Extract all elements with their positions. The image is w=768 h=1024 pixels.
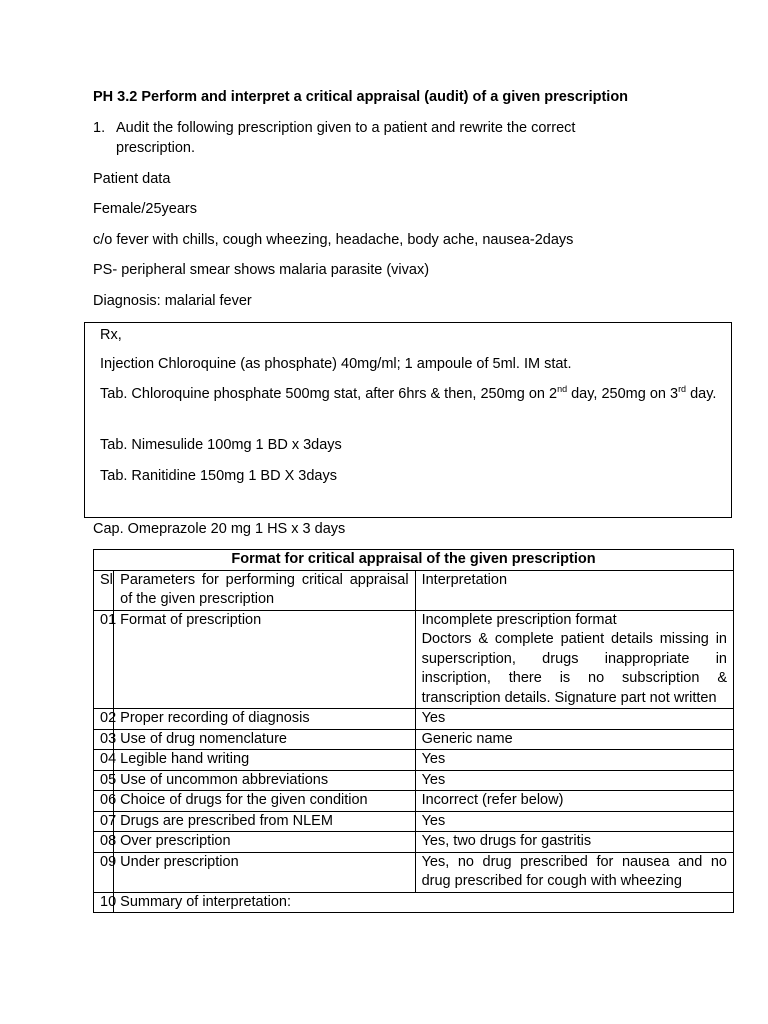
instruction-number: 1. [93, 120, 106, 136]
row-parameter: Under prescription [114, 852, 415, 892]
table-header-row [94, 570, 734, 610]
rx-line-omeprazole: Cap. Omeprazole 20 mg 1 HS x 3 days [93, 521, 346, 537]
instruction-text: Audit the following prescription given to a patient and rewrite the correct prescription. [116, 120, 576, 156]
row-parameter: Format of prescription [114, 610, 415, 709]
table-title: Format for critical appraisal of the given prescription [94, 550, 734, 571]
row-sl: 05 [94, 770, 114, 791]
rx-line-nimesulide: Tab. Nimesulide 100mg 1 BD x 3days [100, 437, 342, 453]
row-sl: 10 [94, 892, 114, 913]
row-sl: 06 [94, 791, 114, 812]
patient-data-heading: Patient data [93, 171, 171, 187]
table-row [94, 791, 734, 812]
rx-line-chloroquine-tablet: Tab. Chloroquine phosphate 500mg stat, after 6hrs & then, 250mg on 2nd day, 250mg on 3rd day. [100, 384, 717, 402]
row-interpretation: Incorrect (refer below) [415, 791, 733, 812]
table-title-row [94, 550, 734, 571]
row-summary: Summary of interpretation: [114, 892, 734, 913]
table-row [94, 852, 734, 892]
row-interpretation: Yes [415, 811, 733, 832]
row-parameter: Drugs are prescribed from NLEM [114, 811, 415, 832]
patient-demographics: Female/25years [93, 201, 197, 217]
row-interpretation: Generic name [415, 729, 733, 750]
row-interpretation: Yes, no drug prescribed for nausea and no drug prescribed for cough with wheezing [415, 852, 733, 892]
table-row [94, 610, 734, 709]
peripheral-smear: PS- peripheral smear shows malaria parasite (vivax) [93, 262, 430, 278]
row-interpretation: Yes [415, 709, 733, 730]
table-row [94, 811, 734, 832]
row-sl: 02 [94, 709, 114, 730]
row-sl: 09 [94, 852, 114, 892]
row-interpretation [415, 610, 733, 709]
rx-symbol: Rx, [100, 327, 122, 343]
row-sl: 08 [94, 832, 114, 853]
patient-complaints: c/o fever with chills, cough wheezing, headache, body ache, nausea-2days [93, 232, 574, 248]
row-sl: 01 [94, 610, 114, 709]
row-parameter: Over prescription [114, 832, 415, 853]
header-parameters: Parameters for performing critical appraisal of the given prescription [114, 570, 415, 610]
row-interpretation: Yes, two drugs for gastritis [415, 832, 733, 853]
table-row [94, 892, 734, 913]
diagnosis: Diagnosis: malarial fever [93, 293, 252, 309]
table-row [94, 832, 734, 853]
row-interpretation: Yes [415, 770, 733, 791]
table-row [94, 770, 734, 791]
appraisal-table [93, 549, 734, 913]
rx-line-chloroquine-injection: Injection Chloroquine (as phosphate) 40mg/ml; 1 ampoule of 5ml. IM stat. [100, 356, 572, 372]
rx-line-ranitidine: Tab. Ranitidine 150mg 1 BD X 3days [100, 468, 337, 484]
table-row [94, 750, 734, 771]
row-parameter: Proper recording of diagnosis [114, 709, 415, 730]
row-sl: 07 [94, 811, 114, 832]
row-sl: 04 [94, 750, 114, 771]
row-parameter: Legible hand writing [114, 750, 415, 771]
prescription-box [84, 322, 732, 518]
table-row [94, 709, 734, 730]
row-parameter: Use of drug nomenclature [114, 729, 415, 750]
row-parameter: Choice of drugs for the given condition [114, 791, 415, 812]
row-interpretation-line: Incomplete prescription format [421, 611, 617, 628]
page-title: PH 3.2 Perform and interpret a critical appraisal (audit) of a given prescription [93, 89, 629, 105]
instruction-item [93, 119, 633, 158]
row-parameter: Use of uncommon abbreviations [114, 770, 415, 791]
table-row [94, 729, 734, 750]
row-interpretation-detail: Doctors & complete patient details missing in superscription, drugs inappropriate in inscription, there is no subscription & transcription details. Signature part not written [421, 631, 727, 706]
header-sl: Sl [94, 570, 114, 610]
row-interpretation: Yes [415, 750, 733, 771]
row-sl: 03 [94, 729, 114, 750]
header-interpretation: Interpretation [415, 570, 733, 610]
